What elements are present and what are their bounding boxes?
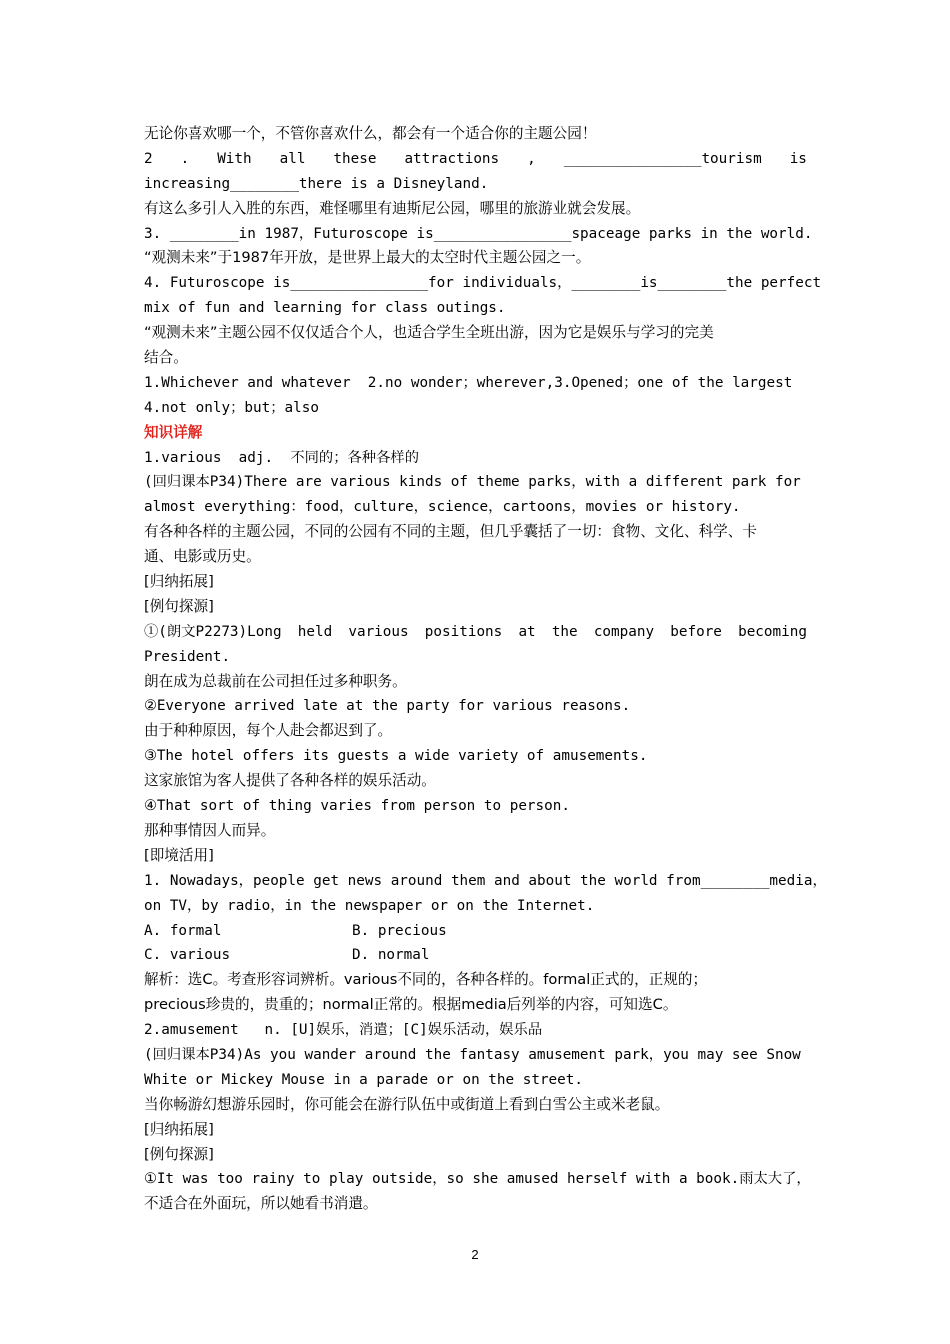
- text-line-l21: [144, 620, 807, 645]
- answer-option: D. normal: [352, 947, 430, 964]
- word: 1.Whichever and whatever 2.no wonder；wherever,3.Opened；one of the largest: [144, 374, 793, 391]
- text-line-l05: [144, 222, 813, 247]
- text-line-l01: 无论你喜欢哪一个，不管你喜欢什么，都会有一个适合你的主题公园！: [144, 125, 597, 142]
- text-line-l35: [144, 968, 807, 993]
- word: With: [217, 150, 252, 167]
- text-line-l14: 1.various adj. 不同的；各种各样的: [144, 449, 419, 466]
- word: attractions: [404, 150, 500, 167]
- text-line-l38: [144, 1043, 807, 1068]
- text-line-l19: [归纳拓展]: [144, 573, 214, 591]
- text-line-l26: ③The hotel offers its guests a wide variety of amusements.: [144, 748, 648, 765]
- text-line-l33: [144, 919, 807, 944]
- text-line-l02: [144, 147, 807, 172]
- word: ①It was too rainy to play outside，so she amused herself with a book.雨太大了，: [144, 1171, 811, 1188]
- word: various: [348, 623, 409, 640]
- text-line-l36: precious珍贵的，贵重的；normal正常的。根据media后列举的内容，可知选C。: [144, 996, 678, 1014]
- text-line-l27: 这家旅馆为客人提供了各种各样的娱乐活动。: [144, 772, 436, 790]
- text-line-l20: [例句探源]: [144, 597, 214, 615]
- text-line-l28: ④That sort of thing varies from person to person.: [144, 798, 570, 815]
- text-line-l17: [144, 520, 807, 545]
- word: ________________tourism: [563, 150, 762, 167]
- text-line-l09: “观测未来”主题公园不仅仅适合个人，也适合学生全班出游，因为它是娱乐与学习的完美: [144, 324, 714, 342]
- word: all: [279, 150, 306, 167]
- text-line-l13: 知识详解: [144, 423, 203, 441]
- word: the: [551, 623, 578, 640]
- word: these: [333, 150, 377, 167]
- word: 解析：选C。考查形容词辨析。various不同的，各种各样的。formal正式的，正规的；: [144, 971, 708, 989]
- text-line-l43: [144, 1167, 811, 1192]
- text-line-l40: 当你畅游幻想游乐园时，你可能会在游行队伍中或街道上看到白雪公主或米老鼠。: [144, 1095, 670, 1113]
- word: at: [518, 623, 536, 640]
- text-line-l03: increasing________there is a Disneyland.: [144, 175, 489, 192]
- word: before: [670, 623, 722, 640]
- text-line-l39: White or Mickey Mouse in a parade or on the street.: [144, 1071, 583, 1088]
- text-line-l44: 不适合在外面玩，所以她看书消遣。: [144, 1195, 378, 1213]
- word: 3. ________in 1987，Futuroscope is________________spaceage parks in the world.: [144, 225, 813, 242]
- text-line-l04: 有这么多引人入胜的东西，难怪哪里有迪斯尼公园，哪里的旅游业就会发展。: [144, 199, 641, 217]
- text-line-l31: [144, 869, 827, 894]
- text-line-l42: [例句探源]: [144, 1145, 214, 1163]
- text-line-l08: mix of fun and learning for class outings.: [144, 300, 506, 317]
- text-line-l25: 由于种种原因，每个人赴会都迟到了。: [144, 722, 393, 740]
- word: (回归课本P34)As you wander around the fantasy amusement park，you may see Snow: [144, 1046, 801, 1063]
- text-line-l07: [144, 271, 822, 296]
- word: is: [789, 150, 807, 167]
- word: ①(朗文P2273)Long: [144, 623, 282, 640]
- word: company: [593, 623, 655, 640]
- answer-option: B. precious: [352, 922, 447, 939]
- text-line-l10: 结合。: [144, 349, 188, 367]
- word: ,: [527, 150, 536, 167]
- word: (回归课本P34)There are various kinds of theme parks，with a different park for: [144, 474, 801, 491]
- word: .: [180, 150, 190, 167]
- text-line-l11: [144, 371, 807, 396]
- word: positions: [424, 623, 503, 640]
- word: becoming: [738, 623, 807, 640]
- answer-option: A. formal: [144, 922, 222, 939]
- text-line-l18: 通、电影或历史。: [144, 548, 261, 566]
- word: 4. Futuroscope is________________for individuals，________is________the perfect: [144, 275, 822, 292]
- document-page: [144, 122, 827, 1217]
- text-line-l41: [归纳拓展]: [144, 1120, 214, 1138]
- text-line-l16: almost everything：food，culture，science，cartoons，movies or history.: [144, 499, 741, 516]
- text-line-l12: 4.not only；but；also: [144, 399, 319, 416]
- text-line-l15: [144, 470, 807, 495]
- text-line-l24: ②Everyone arrived late at the party for various reasons.: [144, 698, 631, 715]
- text-line-l32: on TV，by radio，in the newspaper or on the Internet.: [144, 897, 595, 914]
- word: 1. Nowadays，people get news around them and about the world from________media，: [144, 872, 827, 889]
- word: held: [297, 623, 333, 640]
- text-line-l22: President.: [144, 648, 231, 665]
- word: 有各种各样的主题公园，不同的公园有不同的主题，但几乎囊括了一切：食物、文化、科学、卡: [144, 523, 757, 541]
- answer-option: C. various: [144, 947, 231, 964]
- word: 2: [144, 150, 153, 167]
- text-line-l23: 朗在成为总裁前在公司担任过多种职务。: [144, 672, 407, 690]
- page-number: 2: [471, 1247, 479, 1262]
- text-line-l37: 2.amusement n. [U]娱乐，消遣；[C]娱乐活动，娱乐品: [144, 1022, 543, 1039]
- text-line-l30: [即境活用]: [144, 846, 214, 864]
- text-line-l34: [144, 943, 807, 968]
- text-line-l29: 那种事情因人而异。: [144, 821, 276, 839]
- text-line-l06: “观测未来”于1987年开放，是世界上最大的太空时代主题公园之一。: [144, 249, 591, 267]
